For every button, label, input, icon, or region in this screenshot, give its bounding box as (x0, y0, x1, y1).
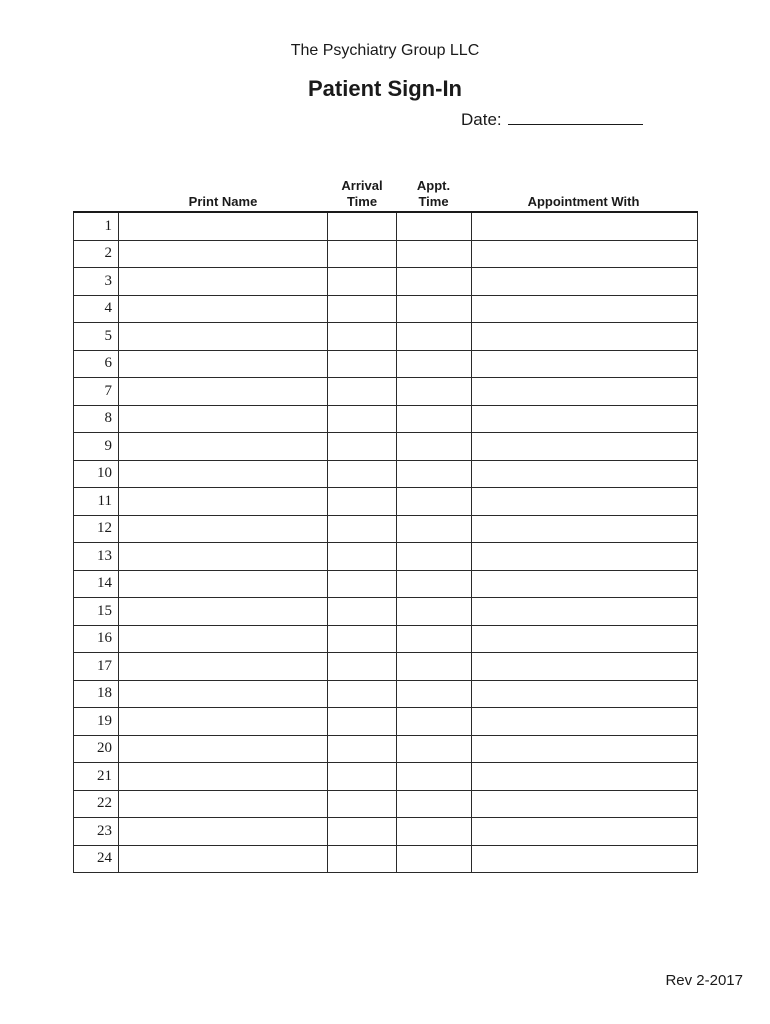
row-number: 21 (74, 763, 119, 791)
print-name-cell[interactable] (119, 543, 328, 571)
row-number: 20 (74, 735, 119, 763)
appt-time-cell[interactable] (397, 845, 472, 873)
table-row (74, 845, 698, 873)
arrival-time-cell[interactable] (328, 735, 397, 763)
print-name-cell[interactable] (119, 818, 328, 846)
appointment-with-cell[interactable] (472, 680, 698, 708)
appt-time-cell[interactable] (397, 405, 472, 433)
row-number: 1 (74, 212, 119, 240)
arrival-time-cell[interactable] (328, 598, 397, 626)
arrival-time-cell[interactable] (328, 295, 397, 323)
arrival-time-cell[interactable] (328, 763, 397, 791)
arrival-time-cell[interactable] (328, 653, 397, 681)
row-number: 23 (74, 818, 119, 846)
print-name-cell[interactable] (119, 735, 328, 763)
arrival-time-cell[interactable] (328, 378, 397, 406)
row-number: 11 (74, 488, 119, 516)
appointment-with-cell[interactable] (472, 708, 698, 736)
print-name-cell[interactable] (119, 240, 328, 268)
arrival-label-line1: Arrival (341, 178, 383, 193)
row-number: 22 (74, 790, 119, 818)
print-name-cell[interactable] (119, 790, 328, 818)
arrival-time-cell[interactable] (328, 460, 397, 488)
row-number: 19 (74, 708, 119, 736)
table-row (74, 488, 698, 516)
print-name-cell[interactable] (119, 295, 328, 323)
appointment-with-cell[interactable] (472, 295, 698, 323)
appt-time-cell[interactable] (397, 818, 472, 846)
column-header-print-name (118, 194, 328, 210)
print-name-cell[interactable] (119, 598, 328, 626)
appt-time-cell[interactable] (397, 653, 472, 681)
appointment-with-cell[interactable] (472, 268, 698, 296)
appt-time-cell[interactable] (397, 570, 472, 598)
arrival-time-cell[interactable] (328, 433, 397, 461)
row-number: 7 (74, 378, 119, 406)
row-number: 8 (74, 405, 119, 433)
arrival-time-cell[interactable] (328, 323, 397, 351)
print-name-cell[interactable] (119, 515, 328, 543)
appt-time-cell[interactable] (397, 790, 472, 818)
appointment-with-cell[interactable] (472, 570, 698, 598)
appt-time-cell[interactable] (397, 350, 472, 378)
table-row (74, 790, 698, 818)
print-name-cell[interactable] (119, 323, 328, 351)
appointment-with-cell[interactable] (472, 763, 698, 791)
appointment-with-cell[interactable] (472, 543, 698, 571)
row-number: 16 (74, 625, 119, 653)
appt-time-cell[interactable] (397, 323, 472, 351)
arrival-time-cell[interactable] (328, 845, 397, 873)
row-number: 17 (74, 653, 119, 681)
appointment-with-cell[interactable] (472, 598, 698, 626)
row-number: 2 (74, 240, 119, 268)
table-row (74, 543, 698, 571)
print-name-cell[interactable] (119, 350, 328, 378)
appointment-with-cell[interactable] (472, 433, 698, 461)
appt-time-cell[interactable] (397, 680, 472, 708)
appt-time-cell[interactable] (397, 433, 472, 461)
table-row (74, 295, 698, 323)
row-number: 3 (74, 268, 119, 296)
table-row (74, 405, 698, 433)
table-row (74, 763, 698, 791)
table-row (74, 653, 698, 681)
appt-time-cell[interactable] (397, 763, 472, 791)
column-header-appt-time (396, 178, 471, 210)
row-number: 9 (74, 433, 119, 461)
table-row (74, 350, 698, 378)
arrival-time-cell[interactable] (328, 570, 397, 598)
appt-time-cell[interactable] (397, 460, 472, 488)
appointment-with-cell[interactable] (472, 818, 698, 846)
appt-time-cell[interactable] (397, 240, 472, 268)
appointment-with-label: Appointment With (527, 194, 640, 209)
row-number: 14 (74, 570, 119, 598)
appointment-with-cell[interactable] (472, 212, 698, 240)
appt-time-cell[interactable] (397, 708, 472, 736)
appointment-with-cell[interactable] (472, 405, 698, 433)
appt-time-cell[interactable] (397, 543, 472, 571)
appointment-with-cell[interactable] (472, 323, 698, 351)
print-name-cell[interactable] (119, 460, 328, 488)
print-name-cell[interactable] (119, 268, 328, 296)
appt-time-cell[interactable] (397, 488, 472, 516)
appt-time-cell[interactable] (397, 378, 472, 406)
appointment-with-cell[interactable] (472, 845, 698, 873)
row-number: 13 (74, 543, 119, 571)
appointment-with-cell[interactable] (472, 378, 698, 406)
table-row (74, 378, 698, 406)
arrival-time-cell[interactable] (328, 240, 397, 268)
table-row (74, 433, 698, 461)
sign-in-table (73, 211, 698, 873)
table-row (74, 570, 698, 598)
row-number: 12 (74, 515, 119, 543)
print-name-cell[interactable] (119, 625, 328, 653)
table-row (74, 515, 698, 543)
print-name-cell[interactable] (119, 433, 328, 461)
arrival-time-cell[interactable] (328, 818, 397, 846)
print-name-cell[interactable] (119, 378, 328, 406)
arrival-time-cell[interactable] (328, 680, 397, 708)
date-field (461, 107, 643, 130)
table-row (74, 735, 698, 763)
appointment-with-cell[interactable] (472, 240, 698, 268)
row-number: 18 (74, 680, 119, 708)
appt-time-cell[interactable] (397, 295, 472, 323)
print-name-cell[interactable] (119, 653, 328, 681)
arrival-time-cell[interactable] (328, 212, 397, 240)
row-number: 15 (74, 598, 119, 626)
print-name-cell[interactable] (119, 845, 328, 873)
appointment-with-cell[interactable] (472, 515, 698, 543)
appointment-with-cell[interactable] (472, 625, 698, 653)
date-label: Date: (461, 110, 502, 129)
print-name-label: Print Name (188, 194, 258, 209)
arrival-time-cell[interactable] (328, 543, 397, 571)
row-number: 10 (74, 460, 119, 488)
table-row (74, 598, 698, 626)
table-row (74, 680, 698, 708)
appt-time-cell[interactable] (397, 735, 472, 763)
arrival-time-cell[interactable] (328, 625, 397, 653)
print-name-cell[interactable] (119, 570, 328, 598)
print-name-cell[interactable] (119, 405, 328, 433)
arrival-time-cell[interactable] (328, 488, 397, 516)
table-row (74, 818, 698, 846)
table-row (74, 625, 698, 653)
organization-name: The Psychiatry Group LLC (290, 42, 480, 59)
appt-time-cell[interactable] (397, 212, 472, 240)
appt-time-cell[interactable] (397, 268, 472, 296)
arrival-label-line2: Time (346, 194, 378, 209)
table-row (74, 460, 698, 488)
arrival-time-cell[interactable] (328, 268, 397, 296)
appt-label-line2: Time (418, 194, 449, 209)
table-row (74, 240, 698, 268)
column-header-arrival-time (327, 178, 397, 210)
print-name-cell[interactable] (119, 763, 328, 791)
print-name-cell[interactable] (119, 680, 328, 708)
appt-time-cell[interactable] (397, 598, 472, 626)
appt-time-cell[interactable] (397, 625, 472, 653)
date-blank-line[interactable] (508, 107, 643, 125)
table-row (74, 268, 698, 296)
row-number: 6 (74, 350, 119, 378)
arrival-time-cell[interactable] (328, 515, 397, 543)
arrival-time-cell[interactable] (328, 708, 397, 736)
print-name-cell[interactable] (119, 488, 328, 516)
arrival-time-cell[interactable] (328, 350, 397, 378)
table-row (74, 212, 698, 240)
column-header-appointment-with (471, 194, 696, 210)
row-number: 24 (74, 845, 119, 873)
appointment-with-cell[interactable] (472, 790, 698, 818)
arrival-time-cell[interactable] (328, 405, 397, 433)
appointment-with-cell[interactable] (472, 350, 698, 378)
revision-label: Rev 2-2017 (665, 972, 743, 989)
appointment-with-cell[interactable] (472, 735, 698, 763)
print-name-cell[interactable] (119, 708, 328, 736)
appointment-with-cell[interactable] (472, 653, 698, 681)
page-title: Patient Sign-In (308, 76, 462, 101)
row-number: 5 (74, 323, 119, 351)
row-number: 4 (74, 295, 119, 323)
sign-in-table-body (74, 212, 698, 873)
arrival-time-cell[interactable] (328, 790, 397, 818)
appointment-with-cell[interactable] (472, 488, 698, 516)
print-name-cell[interactable] (119, 212, 328, 240)
appointment-with-cell[interactable] (472, 460, 698, 488)
appt-time-cell[interactable] (397, 515, 472, 543)
table-row (74, 323, 698, 351)
appt-label-line1: Appt. (416, 178, 451, 193)
table-row (74, 708, 698, 736)
